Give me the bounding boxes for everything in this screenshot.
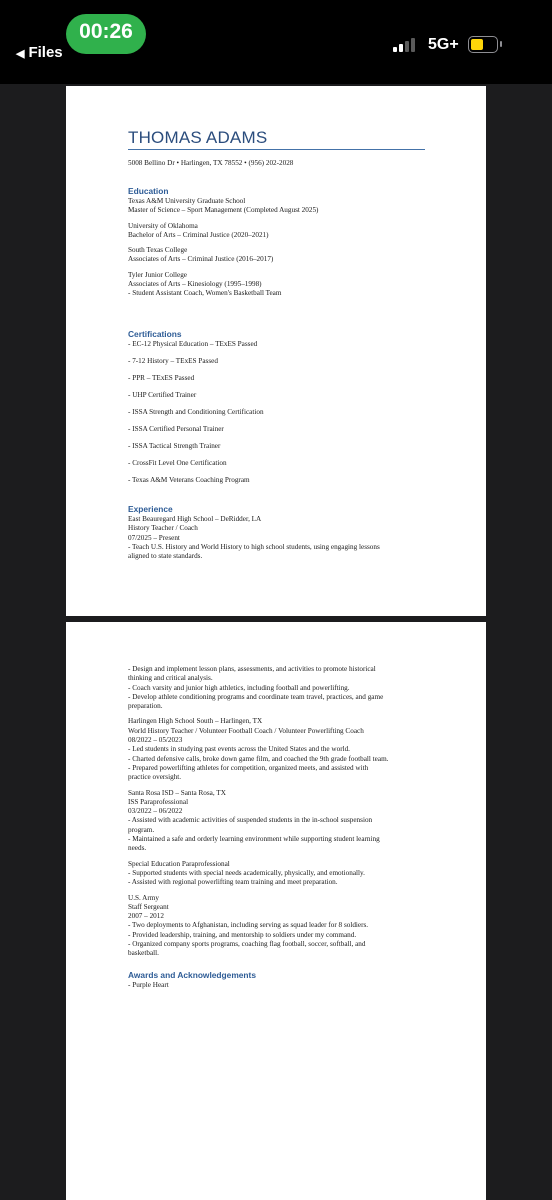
employer: Santa Rosa ISD – Santa Rosa, TX	[128, 788, 226, 797]
job-duty: program.	[128, 825, 155, 834]
job-dates: 03/2022 – 06/2022	[128, 807, 183, 816]
certification-item: - 7-12 History – TExES Passed	[128, 356, 218, 365]
job-duty: - Organized company sports programs, coaching flag football, soccer, softball, and	[128, 940, 366, 949]
back-to-files-button[interactable]	[16, 44, 63, 61]
employer: East Beauregard High School – DeRidder, LA	[128, 515, 262, 523]
degree: Associates of Arts – Criminal Justice (2016–2017)	[128, 255, 274, 264]
education-entry	[128, 246, 428, 265]
job-duty: - Provided leadership, training, and mentorship to soldiers under my command.	[128, 930, 357, 939]
job-duty: basketball.	[128, 949, 159, 958]
name-divider	[128, 149, 425, 150]
job-duty: - Charted defensive calls, broke down game film, and coached the 9th grade football team.	[128, 754, 389, 763]
job-title: World History Teacher / Volunteer Football Coach / Volunteer Powerlifting Coach	[128, 726, 364, 735]
job-dates: 2007 – 2012	[128, 912, 164, 921]
education-heading: Education	[128, 186, 169, 196]
contact-line: 5008 Bellino Dr • Harlingen, TX 78552 • (956) 202-2028	[128, 159, 294, 167]
job-duty: - Prepared powerlifting athletes for competition, organized meets, and assisted with	[128, 763, 369, 772]
education-entry	[128, 197, 428, 216]
job-duty: - Two deployments to Afghanistan, including serving as squad leader for 8 soldiers.	[128, 921, 369, 930]
degree: Bachelor of Arts – Criminal Justice (2020–2021)	[128, 230, 269, 239]
education-entry	[128, 222, 428, 241]
job-dates: 08/2022 – 05/2023	[128, 736, 183, 745]
experience-heading: Experience	[128, 504, 173, 514]
degree: Associates of Arts – Kinesiology (1995–1998)	[128, 280, 262, 289]
job-duty: needs.	[128, 844, 147, 853]
status-bar	[0, 0, 552, 84]
employer: Harlingen High School South – Harlingen, TX	[128, 717, 263, 726]
job-duty: - Maintained a safe and orderly learning environment while supporting student learning	[128, 835, 380, 844]
education-note: - Student Assistant Coach, Women's Basketball Team	[128, 289, 282, 298]
job-dates: 07/2025 – Present	[128, 533, 180, 542]
clock: 00:26	[79, 20, 133, 43]
certifications-heading: Certifications	[128, 329, 182, 339]
back-arrow-icon: ◀	[16, 48, 25, 60]
certification-item: - PPR – TExES Passed	[128, 373, 195, 382]
school: University of Oklahoma	[128, 221, 198, 230]
degree: Master of Science – Sport Management (Completed August 2025)	[128, 206, 319, 215]
job-duty: practice oversight.	[128, 773, 182, 782]
experience-continued	[128, 665, 428, 990]
network-type: 5G+	[428, 36, 459, 53]
certification-item: - CrossFit Level One Certification	[128, 458, 227, 467]
battery-icon	[468, 36, 498, 53]
job-duty: - Design and implement lesson plans, assessments, and activities to promote historical	[128, 665, 376, 673]
job-duty: - Develop athlete conditioning programs and coordinate team travel, practices, and game	[128, 692, 384, 701]
certification-item: - UHP Certified Trainer	[128, 390, 197, 399]
job-title: Staff Sergeant	[128, 902, 169, 911]
school: Texas A&M University Graduate School	[128, 197, 246, 205]
job-duty: - Assisted with academic activities of suspended students in the in-school suspension	[128, 816, 373, 825]
school: Tyler Junior College	[128, 270, 187, 279]
school: South Texas College	[128, 246, 188, 255]
document-page-1[interactable]	[66, 86, 486, 616]
resume-name: THOMAS ADAMS	[128, 128, 268, 147]
job-duty: aligned to state standards.	[128, 552, 203, 561]
certification-item: - ISSA Certified Personal Trainer	[128, 424, 224, 433]
job-title: ISS Paraprofessional	[128, 797, 189, 806]
back-label: Files	[28, 44, 63, 61]
certification-item: - EC-12 Physical Education – TExES Passed	[128, 340, 258, 348]
job-duty: preparation.	[128, 702, 163, 711]
certification-item: - Texas A&M Veterans Coaching Program	[128, 475, 250, 484]
cellular-signal-icon	[393, 38, 419, 52]
education-entry	[128, 271, 428, 299]
job-duty: - Led students in studying past events across the United States and the world.	[128, 745, 350, 754]
employer: U.S. Army	[128, 893, 159, 902]
job-duty: - Coach varsity and junior high athletics, including football and powerlifting.	[128, 683, 350, 692]
job-duty: - Assisted with regional powerlifting team training and meet preparation.	[128, 878, 338, 887]
job-title: Special Education Paraprofessional	[128, 859, 230, 868]
job-title: History Teacher / Coach	[128, 524, 198, 533]
document-page-2[interactable]	[66, 622, 486, 1200]
awards-heading: Awards and Acknowledgements	[128, 969, 256, 980]
award-item: - Purple Heart	[128, 980, 169, 989]
certification-item: - ISSA Tactical Strength Trainer	[128, 441, 221, 450]
certification-item: - ISSA Strength and Conditioning Certification	[128, 407, 264, 416]
certifications-section	[128, 329, 428, 493]
job-duty: - Teach U.S. History and World History to high school students, using engaging lessons	[128, 542, 380, 551]
education-section	[128, 186, 428, 299]
experience-section	[128, 504, 428, 561]
job-duty: - Supported students with special needs academically, physically, and emotionally.	[128, 868, 365, 877]
job-duty: thinking and critical analysis.	[128, 674, 213, 683]
